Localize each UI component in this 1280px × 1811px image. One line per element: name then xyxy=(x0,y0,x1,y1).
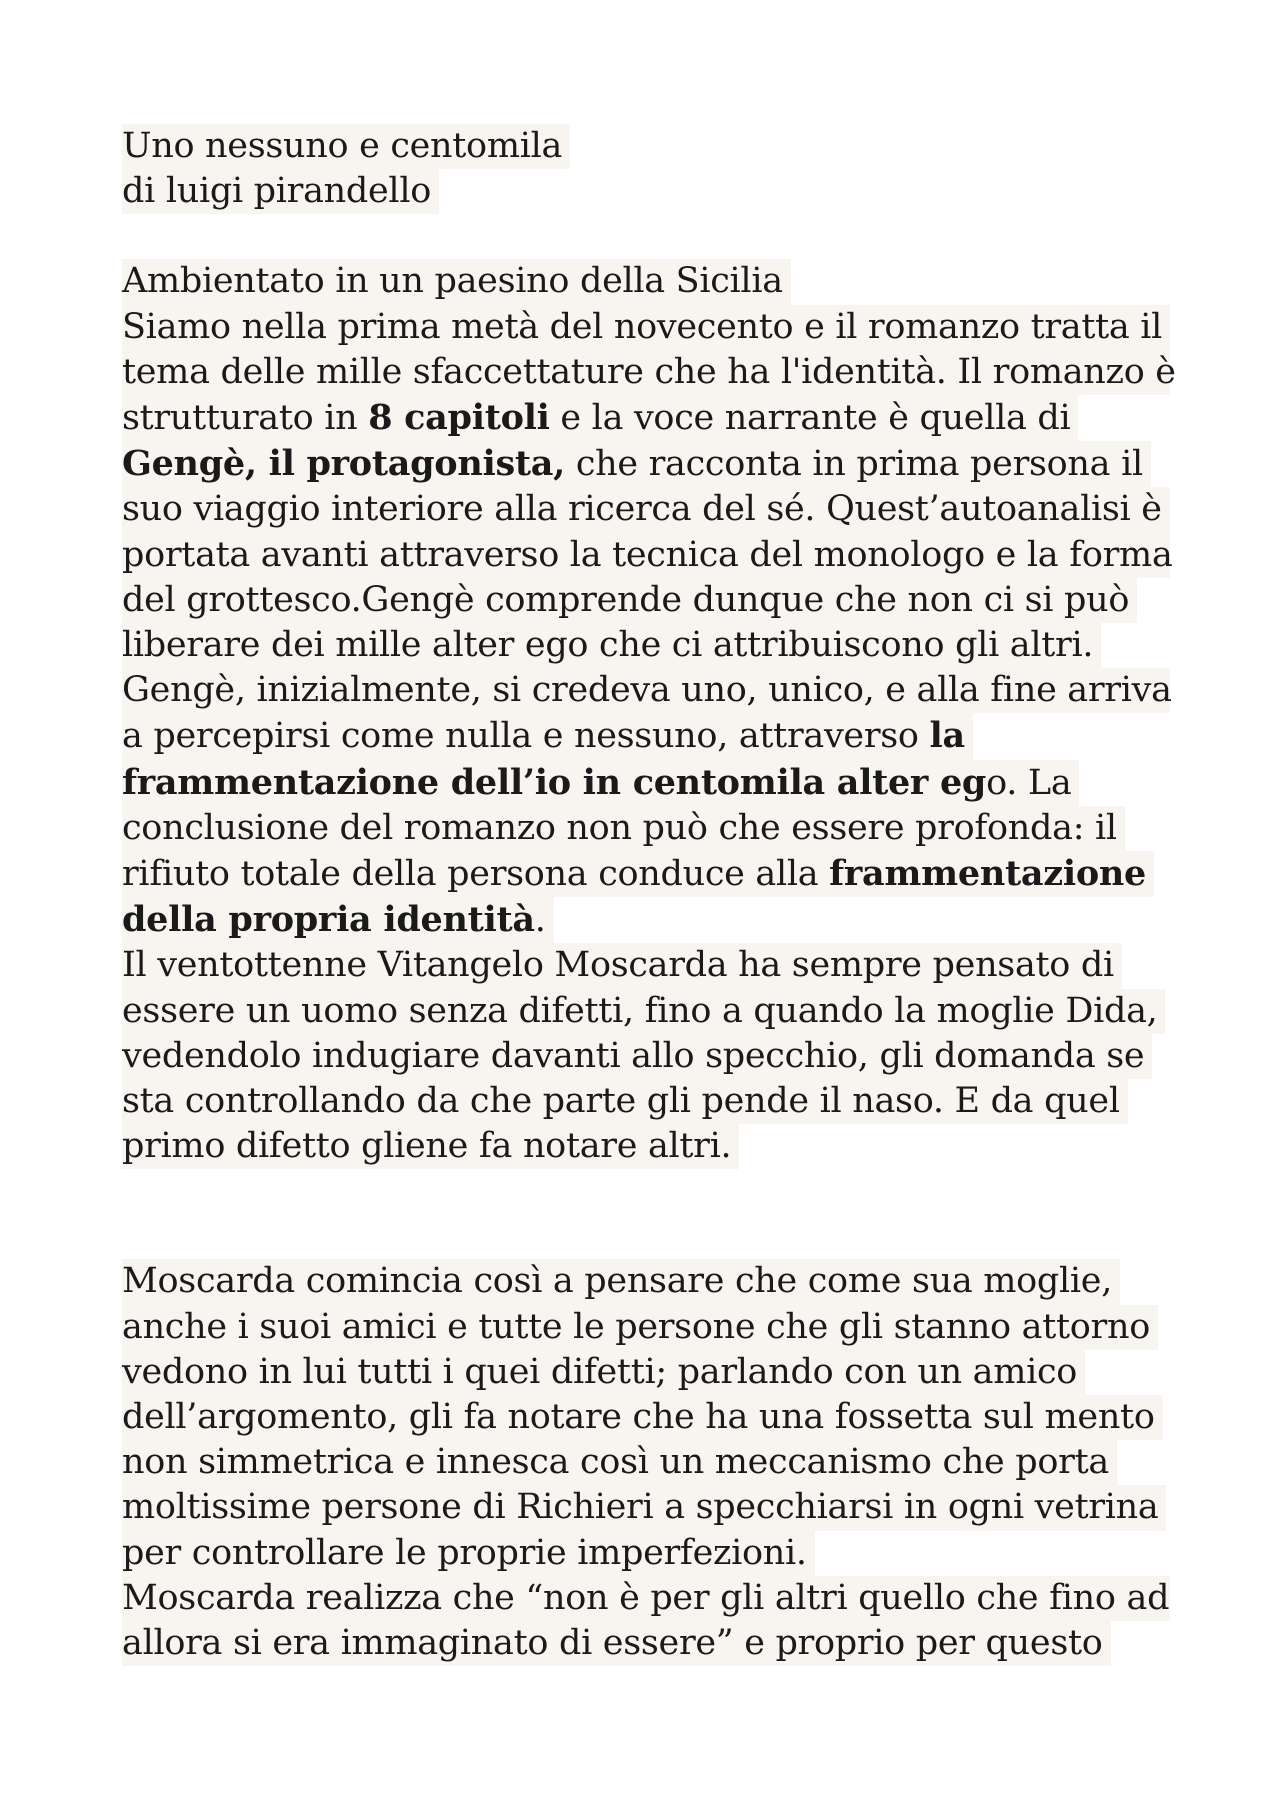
text-line xyxy=(122,1485,1166,1530)
paragraph-plot-summary xyxy=(122,259,1176,1169)
text-line xyxy=(122,1621,1111,1666)
text-run: conclusione del romanzo non può che essere profonda: il xyxy=(122,807,1117,848)
text-line xyxy=(122,989,1165,1034)
text-line xyxy=(122,806,1125,851)
text-line xyxy=(122,533,1173,578)
text-line xyxy=(122,1305,1158,1350)
text-line xyxy=(122,1350,1085,1395)
text-line xyxy=(122,1440,1117,1485)
text-line xyxy=(122,259,791,304)
text-run: vedono in lui tutti i quei difetti; parlando con un amico xyxy=(122,1351,1078,1392)
text-line xyxy=(122,623,1101,668)
text-line xyxy=(122,760,1079,806)
text-line xyxy=(122,897,554,943)
text-line xyxy=(122,305,1170,350)
text-run: liberare dei mille alter ego che ci attribuiscono gli altri. xyxy=(122,625,1094,666)
spacer xyxy=(122,214,1162,259)
text-line xyxy=(122,1259,1120,1304)
text-line xyxy=(122,1576,1170,1621)
text-run: moltissime persone di Richieri a specchiarsi in ogni vetrina xyxy=(122,1487,1159,1528)
text-run: strutturato in xyxy=(122,398,369,439)
text-line xyxy=(122,578,1137,623)
text-run: suo viaggio interiore alla ricerca del sé. Quest’autoanalisi è xyxy=(122,489,1162,530)
text-run: vedendolo indugiare davanti allo specchio, gli domanda se xyxy=(122,1035,1145,1076)
text-run: non simmetrica e innesca così un meccanismo che porta xyxy=(122,1442,1109,1483)
text-run: allora si era immaginato di essere” e proprio per questo xyxy=(122,1623,1103,1664)
bold-text: della propria identità xyxy=(122,899,535,941)
title-line: Uno nessuno e centomila xyxy=(122,124,570,169)
text-run: Moscarda realizza che “non è per gli altri quello che fino ad xyxy=(122,1577,1170,1618)
paragraph-moscarda xyxy=(122,1259,1170,1666)
text-line xyxy=(122,1034,1152,1079)
spacer xyxy=(122,1169,1162,1259)
text-run: e la voce narrante è quella di xyxy=(549,398,1071,439)
text-line xyxy=(122,1531,815,1576)
text-run: del grottesco.Gengè comprende dunque che non ci si può xyxy=(122,579,1130,620)
author-line: di luigi pirandello xyxy=(122,169,439,214)
text-run: Moscarda comincia così a pensare che come sua moglie, xyxy=(122,1261,1113,1302)
text-line xyxy=(122,1079,1128,1124)
text-run: tema delle mille sfaccettature che ha l'identità. Il romanzo è xyxy=(122,351,1176,392)
text-run: che racconta in prima persona il xyxy=(565,444,1143,485)
text-line xyxy=(122,441,1151,487)
text-line xyxy=(122,350,1176,395)
text-run: anche i suoi amici e tutte le persone che gli stanno attorno xyxy=(122,1306,1150,1347)
text-line xyxy=(122,395,1078,441)
bold-text: frammentazione xyxy=(829,853,1146,895)
text-run: portata avanti attraverso la tecnica del monologo e la forma xyxy=(122,534,1173,575)
document-title xyxy=(122,124,1162,214)
text-line xyxy=(122,713,973,759)
text-line xyxy=(122,487,1170,532)
text-line xyxy=(122,1395,1163,1440)
text-run: Il ventottenne Vitangelo Moscarda ha sempre pensato di xyxy=(122,945,1114,986)
text-run: a percepirsi come nulla e nessuno, attraverso xyxy=(122,716,930,757)
text-run: essere un uomo senza difetti, fino a quando la moglie Dida, xyxy=(122,990,1158,1031)
document-page xyxy=(122,124,1176,1666)
text-line xyxy=(122,943,1122,988)
text-run: . xyxy=(534,900,546,941)
text-run: dell’argomento, gli fa notare che ha una fossetta sul mento xyxy=(122,1397,1155,1438)
text-run: sta controllando da che parte gli pende il naso. E da quel xyxy=(122,1081,1120,1122)
text-run: Ambientato in un paesino della Sicilia xyxy=(122,261,783,302)
text-run: Siamo nella prima metà del novecento e il romanzo tratta il xyxy=(122,306,1163,347)
bold-text: la xyxy=(929,715,965,757)
bold-text: frammentazione dell’io in centomila alter eg xyxy=(122,761,987,803)
text-run: per controllare le proprie imperfezioni. xyxy=(122,1532,807,1573)
bold-text: Gengè, il protagonista, xyxy=(122,443,565,485)
text-line xyxy=(122,668,1170,713)
text-run: Gengè, inizialmente, si credeva uno, unico, e alla fine arriva xyxy=(122,670,1172,711)
text-run: rifiuto totale della persona conduce alla xyxy=(122,854,830,895)
text-line xyxy=(122,851,1154,897)
text-run: primo difetto gliene fa notare altri. xyxy=(122,1126,732,1167)
bold-text: 8 capitoli xyxy=(368,397,550,439)
text-line xyxy=(122,1124,739,1169)
text-run: o. La xyxy=(986,762,1072,803)
